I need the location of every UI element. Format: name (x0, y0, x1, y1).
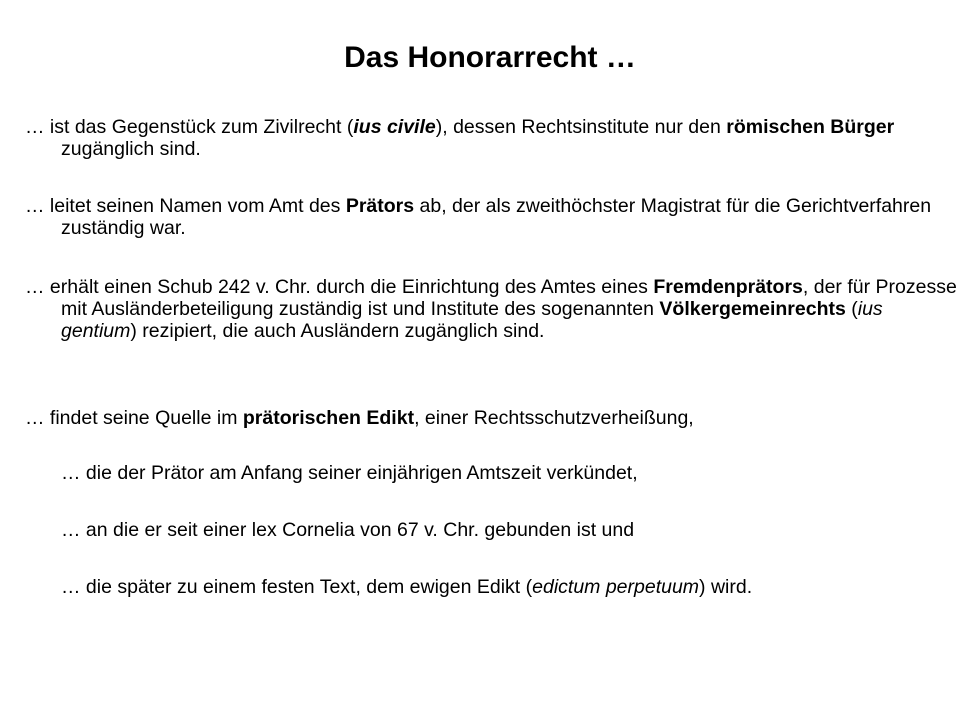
term-praetorischen-edikt: prätorischen Edikt (242, 407, 415, 429)
term-ius-civile: ius civile (353, 116, 436, 138)
text: … ist das Gegenstück zum Zivilrecht ( (25, 116, 354, 138)
text: ) wird. (699, 576, 753, 598)
text: … findet seine Quelle im (25, 407, 243, 429)
sub-paragraph-lex-cornelia (61, 519, 960, 541)
text: , einer Rechtsschutzverheißung, (414, 407, 694, 429)
term-voelkergemeinrechts: Völkergemeinrechts (659, 298, 846, 320)
text: … die später zu einem festen Text, dem ewigen Edikt ( (61, 576, 533, 598)
term-fremdenpraetors: Fremdenprätors (653, 276, 803, 298)
term-roemischen-buerger: römischen Bürger (726, 116, 895, 138)
paragraph-edikt (25, 407, 960, 429)
term-praetors: Prätors (345, 195, 415, 217)
sub-paragraph-amtszeit (61, 462, 960, 484)
text: , der für Prozesse mit Ausländerbeteiligung zuständig ist und Institute des sogenannten (61, 276, 957, 320)
term-ius-gentium: ius gentium (61, 298, 883, 342)
text: … erhält einen Schub 242 v. Chr. durch die Einrichtung des Amtes eines (25, 276, 654, 298)
paragraph-praetor (25, 195, 960, 239)
term-edictum-perpetuum: edictum perpetuum (532, 576, 700, 598)
text: zugänglich sind. (61, 138, 201, 160)
paragraph-ius-civile (25, 116, 960, 160)
slide-title: Das Honorarrecht … (344, 41, 636, 74)
text: ) rezipiert, die auch Ausländern zugänglich sind. (130, 320, 545, 342)
text: ), dessen Rechtsinstitute nur den (435, 116, 727, 138)
text: … leitet seinen Namen vom Amt des (25, 195, 346, 217)
sub-paragraph-edictum-perpetuum (61, 576, 960, 598)
paragraph-fremdenpraetor (25, 276, 960, 342)
text: ( (845, 298, 858, 320)
text: ab, der als zweithöchster Magistrat für die Gerichtverfahren zuständig war. (61, 195, 932, 239)
text: … an die er seit einer lex Cornelia von 67 v. Chr. gebunden ist und (61, 519, 635, 541)
text: … die der Prätor am Anfang seiner einjährigen Amtszeit verkündet, (61, 462, 638, 484)
